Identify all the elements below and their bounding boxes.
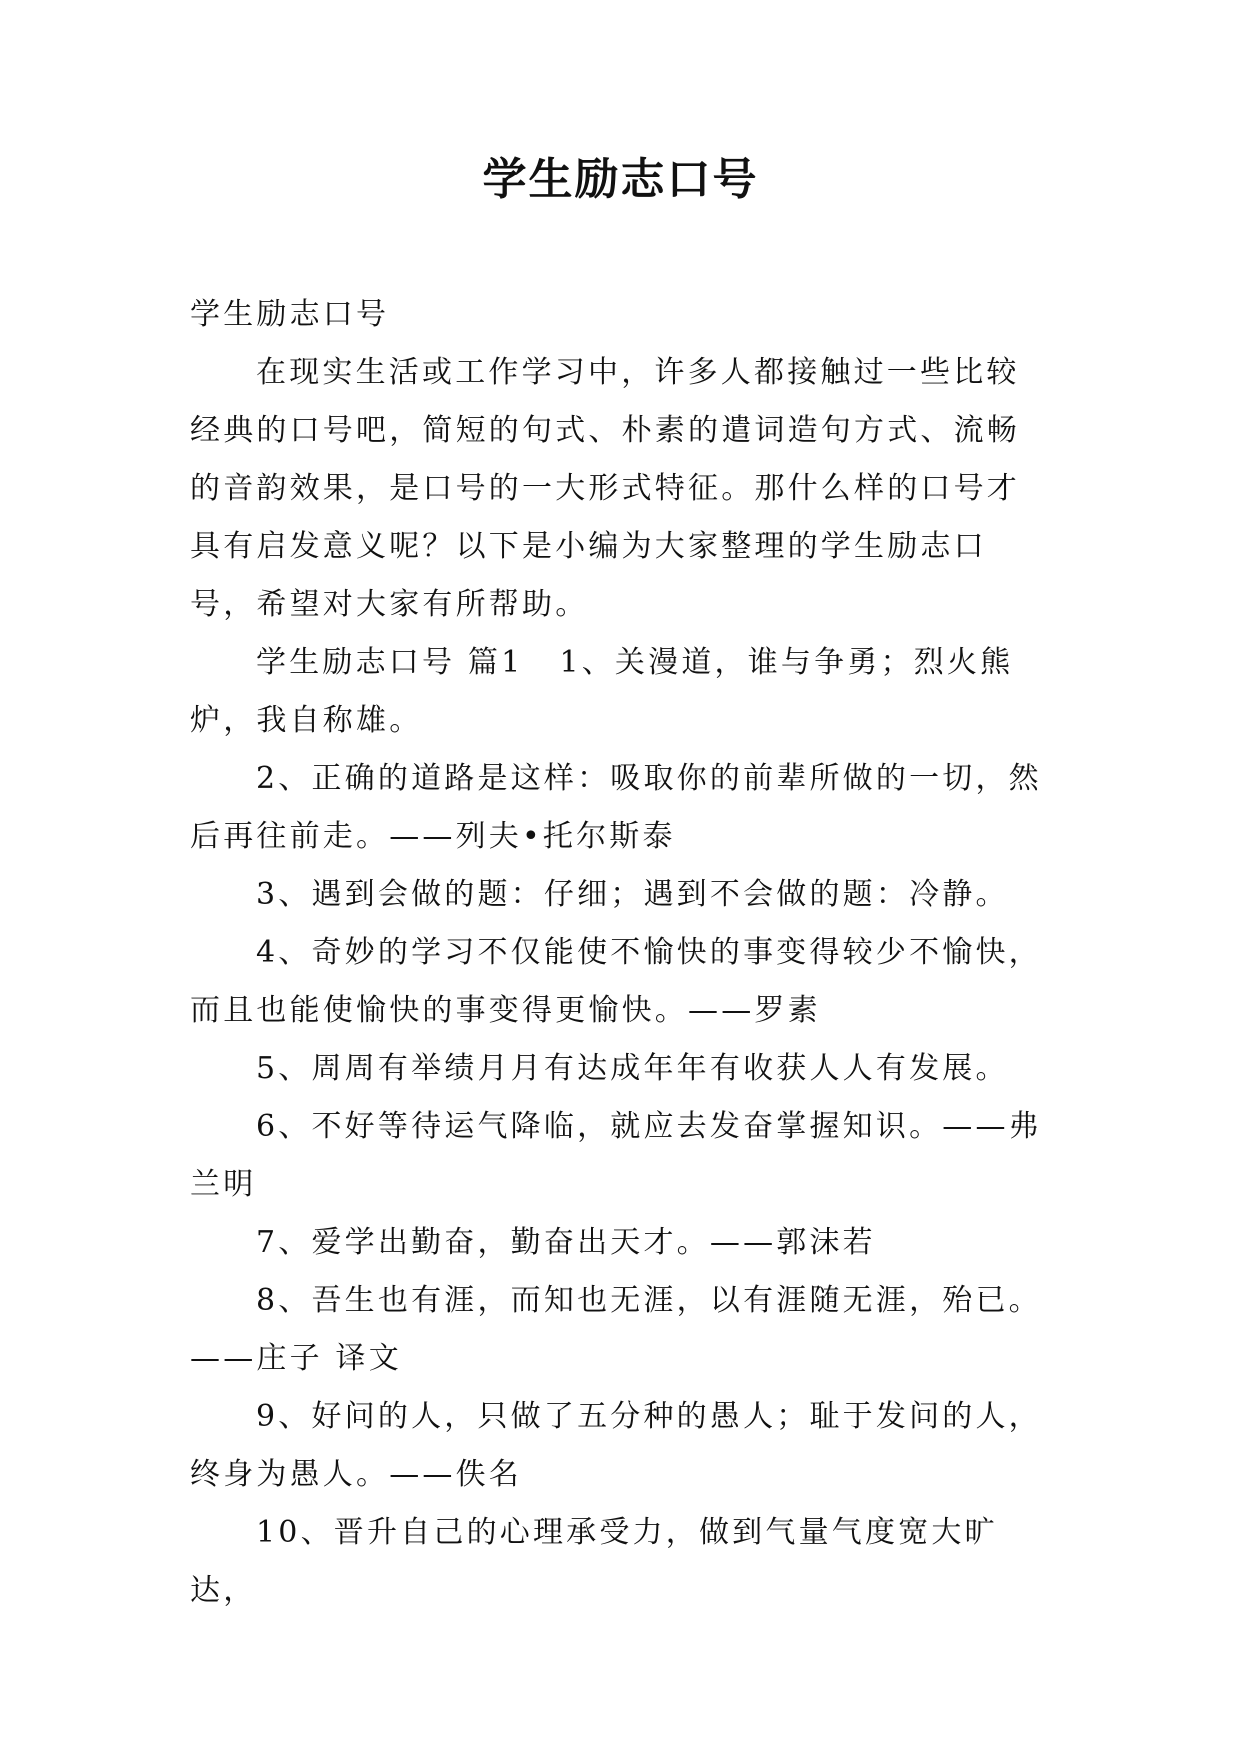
slogan-item: 9、好问的人，只做了五分种的愚人；耻于发问的人，终身为愚人。——佚名 bbox=[190, 1399, 1042, 1492]
slogan-item: 3、遇到会做的题：仔细；遇到不会做的题：冷静。 bbox=[256, 877, 1009, 912]
first-slogan-paragraph bbox=[190, 634, 1050, 750]
slogan-item: 6、不好等待运气降临，就应去发奋掌握知识。——弗兰明 bbox=[190, 1109, 1042, 1202]
intro-paragraph: 在现实生活或工作学习中，许多人都接触过一些比较经典的口号吧，简短的句式、朴素的遣词造句方式、流畅的音韵效果，是口号的一大形式特征。那什么样的口号才具有启发意义呢？以下是小编为大家整理的学生励志口号，希望对大家有所帮助。 bbox=[190, 355, 1020, 622]
slogan-item: 5、周周有举绩月月有达成年年有收获人人有发展。 bbox=[256, 1051, 1009, 1086]
section-label: 学生励志口号 篇1 bbox=[256, 645, 524, 680]
slogan-item: 8、吾生也有涯，而知也无涯，以有涯随无涯，殆已。——庄子 译文 bbox=[190, 1283, 1042, 1376]
slogan-item: 7、爱学出勤奋，勤奋出天才。——郭沫若 bbox=[256, 1225, 876, 1260]
slogan-item: 1、关漫道，谁与争勇；烈火熊炉，我自称雄。 bbox=[190, 645, 1014, 738]
slogan-item: 10、晋升自己的心理承受力，做到气量气度宽大旷达， bbox=[190, 1515, 998, 1608]
slogan-item: 4、奇妙的学习不仅能使不愉快的事变得较少不愉快，而且也能使愉快的事变得更愉快。——罗素 bbox=[190, 935, 1042, 1028]
slogan-item: 2、正确的道路是这样：吸取你的前辈所做的一切，然后再往前走。——列夫•托尔斯泰 bbox=[190, 761, 1042, 854]
document-body bbox=[190, 286, 1050, 1620]
document-title: 学生励志口号 bbox=[482, 154, 759, 205]
section-heading: 学生励志口号 bbox=[190, 297, 390, 332]
